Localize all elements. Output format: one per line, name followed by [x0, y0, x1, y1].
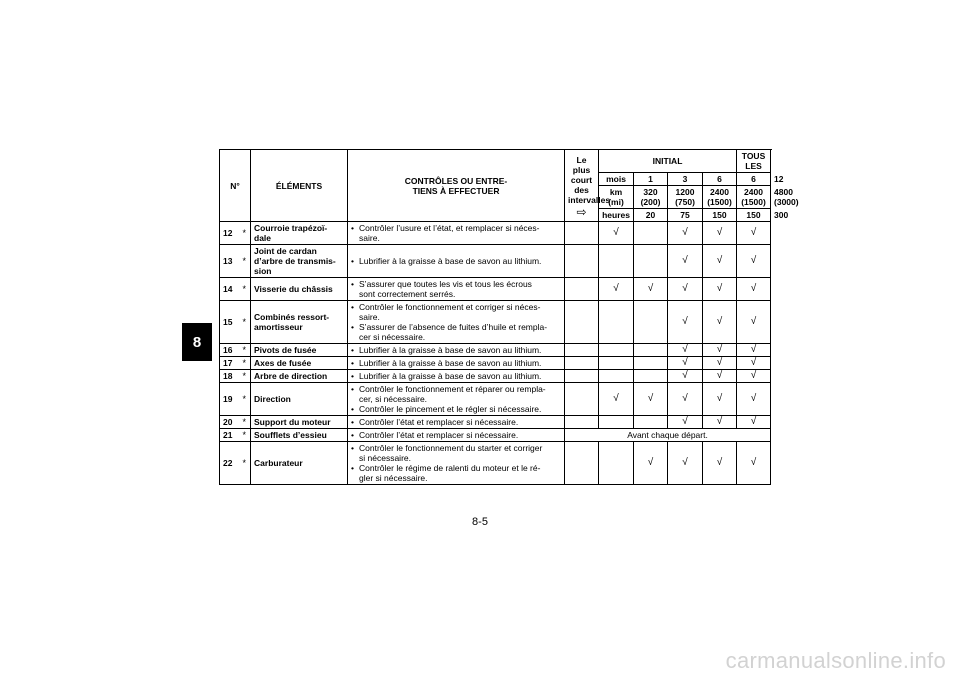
- row-actions: [348, 370, 565, 383]
- shortest-cell: [565, 301, 599, 344]
- header-actions: CONTRÔLES OU ENTRE- TIENS À EFFECTUER: [348, 150, 565, 222]
- row-item: Arbre de direction: [251, 370, 348, 383]
- months-label: mois: [599, 173, 634, 186]
- row-item: Direction: [251, 383, 348, 416]
- hours-value: 20: [634, 209, 668, 222]
- check-mark: √: [703, 416, 737, 429]
- row-actions: [348, 429, 565, 442]
- row-item: Courroie trapézoï- dale: [251, 222, 348, 245]
- action-item: • Lubrifier à la graisse à base de savon au lithium.: [351, 256, 561, 266]
- action-item: • Contrôler le fonctionnement et réparer ou rempla- cer, si nécessaire.: [351, 384, 561, 404]
- check-mark: √: [668, 245, 703, 278]
- table-row: [220, 357, 771, 370]
- row-star: *: [239, 416, 251, 429]
- shortest-cell: [565, 442, 599, 485]
- km-value: 320 (200): [634, 186, 668, 209]
- row-item: Combinés ressort- amortisseur: [251, 301, 348, 344]
- check-mark: √: [668, 222, 703, 245]
- hours-value: 150: [737, 209, 771, 222]
- months-value: 3: [668, 173, 703, 186]
- action-item: • Contrôler l’état et remplacer si nécessaire.: [351, 430, 561, 440]
- action-item: • Contrôler l’usure et l’état, et remplacer si néces- saire.: [351, 223, 561, 243]
- row-number: 12: [220, 222, 239, 245]
- row-number: 18: [220, 370, 239, 383]
- check-mark: √: [599, 222, 634, 245]
- header-row: mois 1 3 6 6 12: [220, 173, 771, 186]
- row-star: *: [239, 429, 251, 442]
- shortest-cell: [565, 416, 599, 429]
- empty-cell: [634, 245, 668, 278]
- row-number: 22: [220, 442, 239, 485]
- action-item: • S’assurer de l’absence de fuites d’huile et rempla- cer si nécessaire.: [351, 322, 561, 342]
- table-row: [220, 301, 771, 344]
- row-star: *: [239, 442, 251, 485]
- action-item: • Contrôler le régime de ralenti du moteur et le ré- gler si nécessaire.: [351, 463, 561, 483]
- empty-cell: [599, 301, 634, 344]
- row-note: Avant chaque départ.: [565, 429, 771, 442]
- hours-value: 150: [703, 209, 737, 222]
- shortest-cell: [565, 370, 599, 383]
- check-mark: √: [737, 278, 771, 301]
- empty-cell: [634, 416, 668, 429]
- watermark: carmanualsonline.info: [725, 648, 946, 673]
- check-mark: √: [703, 222, 737, 245]
- row-actions: [348, 357, 565, 370]
- row-actions: [348, 383, 565, 416]
- header-elements: ÉLÉMENTS: [251, 150, 348, 222]
- months-value: 1: [634, 173, 668, 186]
- months-value: 6: [737, 173, 771, 186]
- check-mark: √: [668, 301, 703, 344]
- header-no: N°: [220, 150, 251, 222]
- row-star: *: [239, 245, 251, 278]
- table-row: [220, 278, 771, 301]
- check-mark: √: [703, 442, 737, 485]
- empty-cell: [634, 222, 668, 245]
- check-mark: √: [703, 370, 737, 383]
- check-mark: √: [737, 222, 771, 245]
- check-mark: √: [703, 383, 737, 416]
- check-mark: √: [668, 416, 703, 429]
- row-star: *: [239, 278, 251, 301]
- page-number: 8-5: [472, 516, 488, 528]
- km-value: 2400 (1500): [703, 186, 737, 209]
- check-mark: √: [703, 278, 737, 301]
- action-item: • Contrôler le fonctionnement du starter et corriger si nécessaire.: [351, 443, 561, 463]
- header-initial: INITIAL: [599, 150, 737, 173]
- row-number: 15: [220, 301, 239, 344]
- empty-cell: [599, 357, 634, 370]
- action-item: • Contrôler l’état et remplacer si nécessaire.: [351, 417, 561, 427]
- shortest-cell: [565, 245, 599, 278]
- check-mark: √: [668, 278, 703, 301]
- empty-cell: [634, 357, 668, 370]
- check-mark: √: [703, 245, 737, 278]
- row-number: 16: [220, 344, 239, 357]
- table-row: [220, 442, 771, 485]
- empty-cell: [599, 370, 634, 383]
- hours-value: 75: [668, 209, 703, 222]
- row-number: 19: [220, 383, 239, 416]
- header-row: [220, 150, 771, 173]
- table-row: [220, 370, 771, 383]
- row-star: *: [239, 370, 251, 383]
- chapter-tab: 8: [182, 323, 212, 361]
- check-mark: √: [668, 442, 703, 485]
- header-shortest-interval: Le plus court des intervalles ⇨: [565, 150, 599, 222]
- table-row: [220, 383, 771, 416]
- row-item: Joint de cardan d’arbre de transmis- sion: [251, 245, 348, 278]
- row-number: 17: [220, 357, 239, 370]
- action-item: • Lubrifier à la graisse à base de savon au lithium.: [351, 358, 561, 368]
- row-item: Carburateur: [251, 442, 348, 485]
- empty-cell: [599, 416, 634, 429]
- shortest-cell: [565, 357, 599, 370]
- empty-cell: [599, 245, 634, 278]
- row-star: *: [239, 301, 251, 344]
- km-value: 1200 (750): [668, 186, 703, 209]
- check-mark: √: [737, 245, 771, 278]
- check-mark: √: [668, 370, 703, 383]
- check-mark: √: [668, 383, 703, 416]
- row-number: 13: [220, 245, 239, 278]
- table-row: [220, 222, 771, 245]
- row-actions: [348, 222, 565, 245]
- row-item: Axes de fusée: [251, 357, 348, 370]
- check-mark: √: [703, 357, 737, 370]
- header-row: heures 20 75 150 150 300: [220, 209, 771, 222]
- km-value: 2400 (1500): [737, 186, 771, 209]
- check-mark: √: [668, 344, 703, 357]
- check-mark: √: [703, 301, 737, 344]
- empty-cell: [599, 442, 634, 485]
- row-actions: [348, 442, 565, 485]
- table-row: [220, 416, 771, 429]
- action-item: • S’assurer que toutes les vis et tous les écrous sont correctement serrés.: [351, 279, 561, 299]
- action-item: • Contrôler le fonctionnement et corriger si néces- saire.: [351, 302, 561, 322]
- check-mark: √: [737, 301, 771, 344]
- shortest-cell: [565, 383, 599, 416]
- action-item: • Contrôler le pincement et le régler si nécessaire.: [351, 404, 561, 414]
- row-actions: [348, 301, 565, 344]
- empty-cell: [599, 344, 634, 357]
- row-number: 14: [220, 278, 239, 301]
- row-star: *: [239, 222, 251, 245]
- check-mark: √: [737, 383, 771, 416]
- row-number: 21: [220, 429, 239, 442]
- header-row: km (mi) 320 (200) 1200 (750) 2400 (1500) 2400 (1500) 4800 (3000): [220, 186, 771, 209]
- shortest-cell: [565, 344, 599, 357]
- right-arrow-icon: ⇨: [576, 204, 587, 219]
- check-mark: √: [599, 383, 634, 416]
- months-value: 6: [703, 173, 737, 186]
- check-mark: √: [634, 383, 668, 416]
- check-mark: √: [668, 357, 703, 370]
- row-number: 20: [220, 416, 239, 429]
- row-actions: [348, 416, 565, 429]
- check-mark: √: [634, 442, 668, 485]
- empty-cell: [634, 344, 668, 357]
- hours-label: heures: [599, 209, 634, 222]
- row-star: *: [239, 383, 251, 416]
- row-item: Support du moteur: [251, 416, 348, 429]
- row-item: Soufflets d’essieu: [251, 429, 348, 442]
- check-mark: √: [634, 278, 668, 301]
- shortest-cell: [565, 222, 599, 245]
- empty-cell: [634, 301, 668, 344]
- check-mark: √: [737, 357, 771, 370]
- check-mark: √: [599, 278, 634, 301]
- row-actions: [348, 344, 565, 357]
- row-item: Pivots de fusée: [251, 344, 348, 357]
- table-row: [220, 245, 771, 278]
- check-mark: √: [737, 344, 771, 357]
- km-label: km (mi): [599, 186, 634, 209]
- row-star: *: [239, 357, 251, 370]
- row-actions: [348, 278, 565, 301]
- table-row: [220, 344, 771, 357]
- table-row: [220, 429, 771, 442]
- row-star: *: [239, 344, 251, 357]
- shortest-cell: [565, 278, 599, 301]
- maintenance-table: [219, 149, 799, 485]
- check-mark: √: [737, 370, 771, 383]
- row-item: Visserie du châssis: [251, 278, 348, 301]
- row-actions: [348, 245, 565, 278]
- header-every: TOUS LES: [737, 150, 771, 173]
- action-item: • Lubrifier à la graisse à base de savon au lithium.: [351, 371, 561, 381]
- action-item: • Lubrifier à la graisse à base de savon au lithium.: [351, 345, 561, 355]
- check-mark: √: [737, 416, 771, 429]
- check-mark: √: [737, 442, 771, 485]
- empty-cell: [634, 370, 668, 383]
- check-mark: √: [703, 344, 737, 357]
